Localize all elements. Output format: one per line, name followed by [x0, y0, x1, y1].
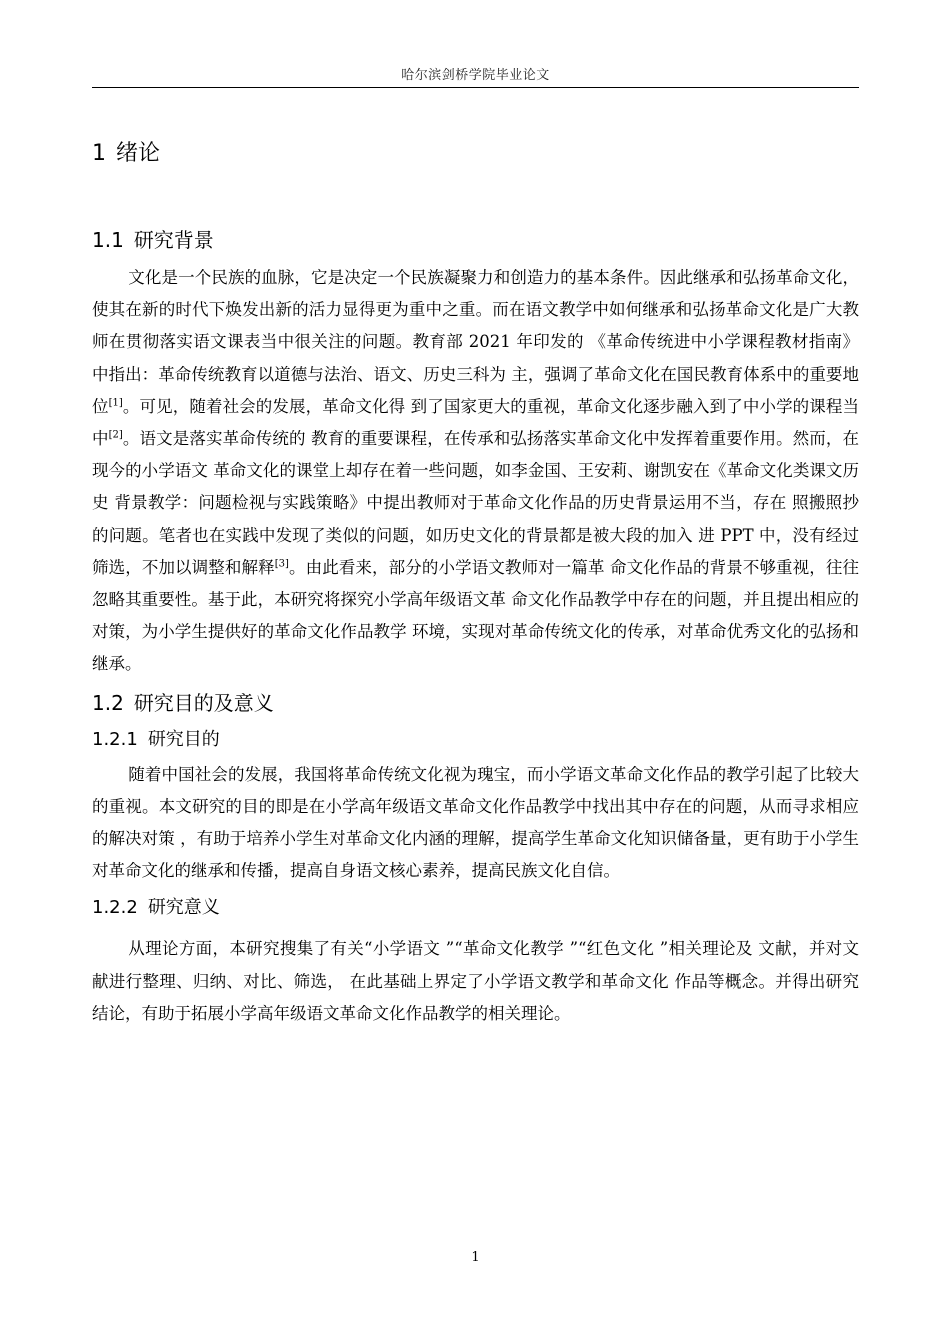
subsection-number: 1.2.1: [92, 728, 138, 750]
subsection-heading-1-2-1: [92, 725, 859, 755]
section-number: 1.1: [92, 228, 124, 252]
section-heading-1-1: [92, 224, 859, 256]
chapter-number: 1: [92, 141, 106, 166]
running-header: 哈尔滨剑桥学院毕业论文: [401, 68, 550, 83]
paragraph-text: 。由此看来，部分的小学语文教师对一篇革 命文化作品的背景不够重视，往往忽略其重要性。基于此，本研究将探究小学高年级语文革 命文化作品教学中存在的问题，并且提出相应的对策，为小学生提供好的革命文化作品教学 环境，实现对革命传统文化的传承，对革命优秀文化的弘扬和继承。: [92, 557, 859, 674]
chapter-heading: [92, 136, 859, 172]
paragraph-text: 。语文是落实革命传统的 教育的重要课程，在传承和弘扬落实革命文化中发挥着重要作用。然而，在现今的小学语文 革命文化的课堂上却存在着一些问题，如李金国、王安莉、谢凯安在《革命文化类课文历史 背景教学：问题检视与实践策略》中提出教师对于革命文化作品的历史背景运用不当，存在 照搬照抄的问题。笔者也在实践中发现了类似的问题，如历史文化的背景都是被大段的加入 进 PPT 中，没有经过筛选，不加以调整和解释: [92, 429, 860, 577]
section-heading-1-2: [92, 687, 859, 719]
section-title: 研究目的及意义: [133, 690, 274, 715]
citation-ref-3: [3]: [274, 558, 289, 570]
section-number: 1.2: [92, 690, 124, 715]
header-rule: [92, 87, 859, 88]
subsection-heading-1-2-2: [92, 893, 859, 923]
subsection-title: 研究意义: [147, 897, 220, 919]
section-title: 研究背景: [133, 228, 214, 252]
chapter-title: 绪论: [116, 141, 161, 166]
purpose-paragraph: 随着中国社会的发展，我国将革命传统文化视为瑰宝，而小学语文革命文化作品的教学引起了比较大的重视。本文研究的目的即是在小学高年级语文革命文化作品教学中找出其中存在的问题，从而寻求相应的解决对策 ，有助于培养小学生对革命文化内涵的理解，提高学生革命文化知识储备量，更有助于小学生对革命文化的继承和传播，提高自身语文核心素养，提高民族文化自信。: [92, 764, 859, 881]
page-number: 1: [471, 1250, 480, 1265]
citation-ref-1: [1]: [108, 397, 123, 409]
subsection-number: 1.2.2: [92, 897, 138, 919]
paragraph-text: 文化是一个民族的血脉，它是决定一个民族凝聚力和创造力的基本条件。因此继承和弘扬革命文化，使其在新的时代下焕发出新的活力显得更为重中之重。而在语文教学中如何继承和弘扬革命文化是广大教师在贯彻落实语文课表当中很关注的问题。教育部 2021 年印发的 《革命传统进中小学课程教材指南》中指出：革命传统教育以道德与法治、语文、历史三科为 主，强调了革命文化在国民教育体系中的重要地位: [92, 268, 859, 416]
page-content: [92, 136, 859, 1036]
significance-paragraph: 从理论方面，本研究搜集了有关“小学语文 ”“革命文化教学 ”“红色文化 ”相关理论及 文献，并对文献进行整理、归纳、对比、筛选， 在此基础上界定了小学语文教学和革命文化 作品等概念。并得出研究结论，有助于拓展小学高年级语文革命文化作品教学的相关理论。: [92, 939, 859, 1023]
paragraph-text: 。可见，随着社会的发展，革命文化得 到了国家更大的重视，革命文化逐步融入到了中小学的课程当中: [92, 396, 860, 449]
subsection-title: 研究目的: [147, 728, 220, 750]
citation-ref-2: [2]: [108, 429, 123, 441]
background-paragraph: [92, 262, 859, 681]
